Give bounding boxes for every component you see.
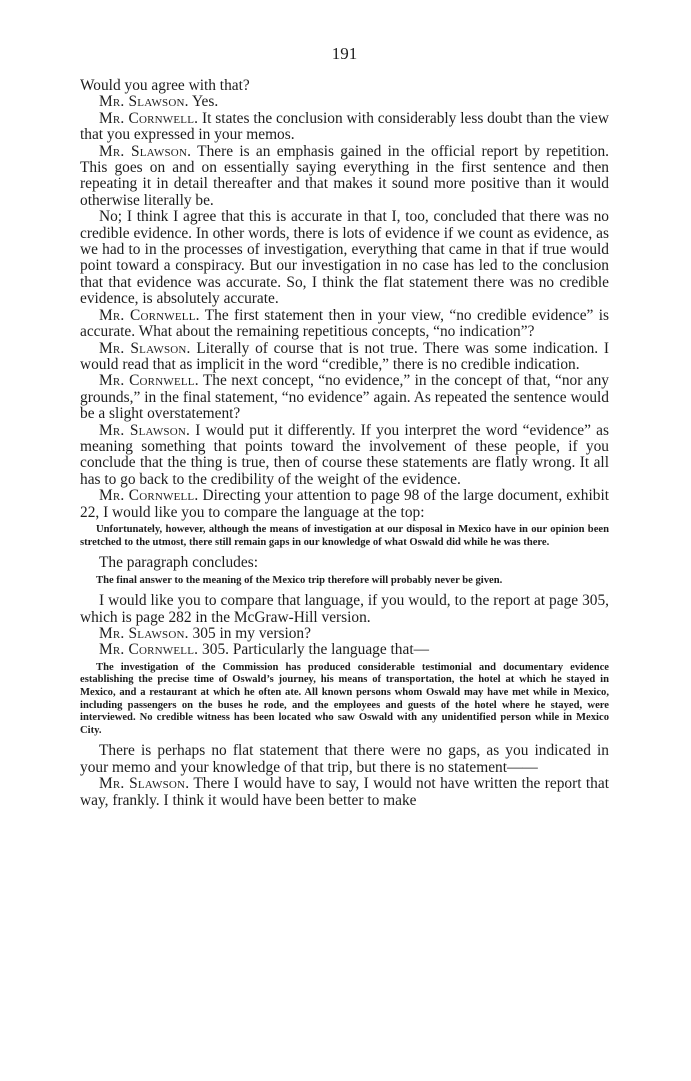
block-quote-2	[80, 575, 609, 588]
quote-text: Unfortunately, however, although the means of investigation at our disposal in Mexico have in our opinion been stretched to the utmost, there still remain gaps in our knowledge of what Oswald did while he was there.	[80, 523, 609, 548]
speaker-name: Mr. Slawson.	[99, 93, 189, 111]
transcript-paragraph: There is perhaps no flat statement that there were no gaps, as you indicated in your memo and your knowledge of that trip, but there is no statement——	[80, 742, 609, 776]
quote-text: The investigation of the Commission has produced considerable testimonial and documentary evidence establishing the precise time of Oswald’s journey, his means of transportation, the hotel at which he stayed in Mexico, and a restaurant at which he often ate. All known persons whom Oswald may have met while in Mexico, including passengers on the buses he rode, and the employees and guests of the hotel where he stayed, were interviewed. No credible witness has been located who saw Oswald with any unidentified person while in Mexico City.	[80, 661, 609, 736]
transcript-paragraph: Mr. Slawson. 305 in my version?	[99, 624, 311, 642]
transcript-paragraph: I would like you to compare that language, if you would, to the report at page 305, which is page 282 in the McGraw-Hill version.	[80, 592, 609, 626]
speaker-name: Mr. Slawson.	[99, 142, 192, 160]
speaker-name: Mr. Slawson.	[99, 775, 190, 793]
transcript-paragraph: Mr. Cornwell. 305. Particularly the language that—	[99, 641, 429, 659]
transcript-paragraph: Mr. Slawson. There I would have to say, I would not have written the report that way, frankly. I think it would have been better to make	[80, 775, 609, 809]
speaker-name: Mr. Cornwell.	[99, 372, 199, 390]
speaker-name: Mr. Cornwell.	[99, 306, 200, 324]
transcript-paragraph: Mr. Cornwell. Directing your attention to page 98 of the large document, exhibit 22, I would like you to compare the language at the top:	[80, 487, 609, 521]
transcript-paragraph: No; I think I agree that this is accurate in that I, too, concluded that there was no credible evidence. In other words, there is lots of evidence if we count as evidence, as we had to in the processes of investigation, everything that came in that if true would point toward a conspiracy. But our investigation in no case has led to the conclusion that that evidence was accurate. So, I think the flat statement there was no credible evidence, is absolutely accurate.	[80, 208, 609, 308]
transcript-paragraph: Mr. Cornwell. The first statement then in your view, “no credible evidence” is accurate. What about the remaining repetitious concepts, “no indication”?	[80, 306, 609, 341]
transcript-paragraph: Mr. Slawson. Yes.	[99, 93, 219, 111]
page-number: 191	[331, 44, 358, 63]
transcript-paragraph: Would you agree with that?	[80, 77, 250, 94]
transcript-paragraph: Mr. Slawson. There is an emphasis gained in the official report by repetition. This goes on and on essentially saying everything in the first sentence and then repeating it in detail thereafter and that makes it sound more positive than it would otherwise literally be.	[80, 142, 610, 209]
speaker-name: Mr. Cornwell.	[99, 487, 199, 505]
quote-text: The final answer to the meaning of the Mexico trip therefore will probably never be given.	[96, 574, 503, 586]
transcript-block-4	[80, 743, 609, 809]
speaker-name: Mr. Slawson.	[99, 624, 189, 642]
transcript-paragraph: Mr. Slawson. I would put it differently. If you interpret the word “evidence” as meaning something that points toward the involvement of these people, if you conclude that the thing is true, then of course these statements are flatly wrong. It all has to go back to the credibility of the weight of the evidence.	[80, 421, 609, 488]
block-quote-1	[80, 524, 609, 549]
transcript-block-1	[80, 78, 609, 521]
transcript-paragraph: Mr. Cornwell. The next concept, “no evidence,” in the concept of that, “nor any grounds,” in the final statement, “no evidence” again. As repeated the sentence would be a slight overstatement?	[80, 372, 609, 423]
speaker-name: Mr. Slawson.	[99, 421, 191, 439]
block-quote-3	[80, 662, 609, 738]
transcript-block-3	[80, 593, 609, 659]
speaker-name: Mr. Cornwell.	[99, 641, 199, 659]
transcript-paragraph: Mr. Slawson. Literally of course that is not true. There was some indication. I would read that as implicit in the word “credible,” there is no credible indication.	[80, 339, 609, 373]
transcript-paragraph: Mr. Cornwell. It states the conclusion with considerably less doubt than the view that you expressed in your memos.	[80, 109, 609, 144]
speaker-name: Mr. Slawson.	[99, 339, 191, 357]
transcript-paragraph: The paragraph concludes:	[99, 554, 258, 572]
transcript-block-2	[80, 555, 609, 571]
speaker-name: Mr. Cornwell.	[99, 109, 199, 127]
